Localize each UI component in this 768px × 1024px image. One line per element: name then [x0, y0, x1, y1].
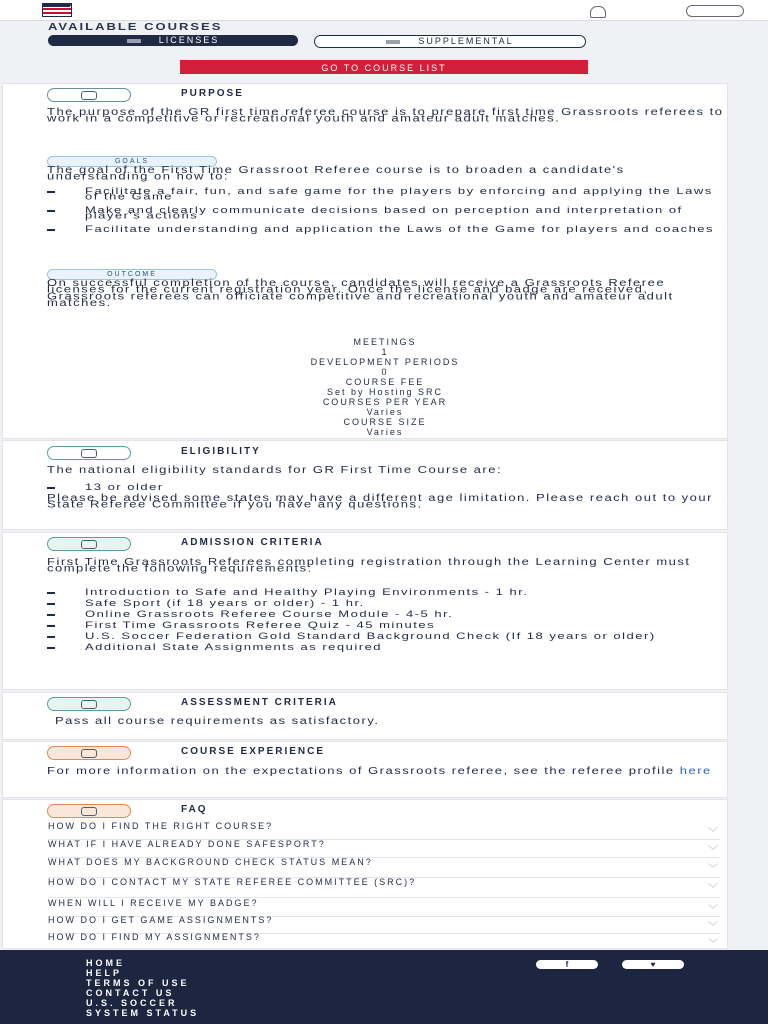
- faq-question: WHAT IF I HAVE ALREADY DONE SAFESPORT?: [48, 839, 326, 849]
- footer-link-system-status[interactable]: SYSTEM STATUS: [86, 1008, 200, 1018]
- footer-link-us-soccer[interactable]: U.S. SOCCER: [86, 998, 178, 1008]
- experience-title: COURSE EXPERIENCE: [181, 746, 326, 757]
- stat-label: COURSE SIZE: [343, 417, 427, 427]
- list-item: [47, 608, 727, 619]
- goals-badge: GOALS: [47, 156, 217, 167]
- faq-question: HOW DO I GET GAME ASSIGNMENTS?: [48, 915, 274, 925]
- goal-text: Facilitate a fair, fun, and safe game for the players by enforcing and applying the Laws of the Game: [85, 185, 713, 202]
- faq-question: HOW DO I CONTACT MY STATE REFEREE COMMITTEE (SRC)?: [48, 877, 417, 887]
- experience-text-content: For more information on the expectations of Grassroots referee, see the referee profile: [47, 764, 675, 776]
- tab-licenses-label: LICENSES: [158, 35, 220, 45]
- stat-value: 0: [381, 367, 389, 377]
- admission-item: Additional State Assignments as required: [85, 641, 383, 652]
- footer: [0, 950, 768, 1024]
- list-item: [47, 223, 727, 234]
- chevron-down-icon: ﹀: [708, 828, 720, 839]
- footer-link-terms[interactable]: TERMS OF USE: [86, 978, 190, 988]
- chevron-down-icon: ﹀: [708, 846, 720, 857]
- stat-label: COURSE FEE: [345, 377, 425, 387]
- admission-item: First Time Grassroots Referee Quiz - 45 minutes: [85, 619, 436, 630]
- chevron-down-icon: ﹀: [708, 905, 720, 916]
- experience-icon: [47, 746, 131, 760]
- footer-link-contact[interactable]: CONTACT US: [86, 988, 175, 998]
- goal-text: Make and clearly communicate decisions based on perception and interpretation of player's actions: [85, 204, 683, 221]
- purpose-card: [2, 83, 728, 439]
- stat-label: DEVELOPMENT PERIODS: [310, 357, 460, 367]
- chevron-down-icon: ﹀: [708, 922, 720, 933]
- tab-licenses[interactable]: [48, 35, 298, 46]
- purpose-text-content: The purpose of the GR first time referee course is to prepare first time Grassroots referees to work in a competitive or recreational youth and amateur adult matches.: [47, 105, 724, 124]
- assessment-card: [2, 692, 728, 740]
- eligibility-note-text: Please be advised some states may have a different age limitation. Please reach out to your State Referee Committee if you have any questions.: [47, 491, 713, 510]
- admission-intro-text: First Time Grassroots Referees completing registration through the Learning Center must complete the following requirements:: [47, 555, 691, 574]
- footer-link-home[interactable]: HOME: [86, 958, 125, 968]
- chevron-down-icon: ﹀: [708, 939, 720, 950]
- purpose-icon: [47, 88, 131, 102]
- faq-item[interactable]: [48, 932, 720, 950]
- faq-item[interactable]: [48, 877, 720, 898]
- chevron-down-icon: ﹀: [708, 884, 720, 895]
- assessment-icon: [47, 697, 131, 711]
- faq-question: WHAT DOES MY BACKGROUND CHECK STATUS MEAN?: [48, 857, 373, 867]
- stat-value: 1: [381, 347, 389, 357]
- footer-link-help[interactable]: HELP: [86, 968, 123, 978]
- question-icon: [47, 804, 131, 818]
- stat-value: Varies: [366, 407, 404, 417]
- admission-title: ADMISSION CRITERIA: [181, 537, 324, 548]
- assessment-text-content: Pass all course requirements as satisfactory.: [55, 714, 380, 726]
- outcome-text-content: On successful completion of the course, candidates will receive a Grassroots Referee licenses for the current registration year. Once the license and badge are received, Grassroots referees can officiate competitive and recreational youth and amateur adult matches.: [47, 276, 674, 309]
- outcome-badge: OUTCOME: [47, 269, 217, 280]
- clipboard-icon: [47, 537, 131, 551]
- faq-question: HOW DO I FIND MY ASSIGNMENTS?: [48, 932, 261, 942]
- stat-label: MEETINGS: [353, 337, 417, 347]
- faq-title: FAQ: [181, 804, 208, 815]
- eligibility-note: [47, 491, 727, 512]
- goals-intro-text: The goal of the First Time Grassroot Referee course is to broaden a candidate's understanding on how to:: [47, 163, 625, 182]
- stat-value: Set by Hosting SRC: [326, 387, 444, 397]
- assessment-title: ASSESSMENT CRITERIA: [181, 697, 338, 708]
- goals-list: [47, 185, 727, 237]
- referee-profile-link[interactable]: here: [679, 764, 712, 776]
- tab-supplemental-label: SUPPLEMENTAL: [418, 36, 514, 46]
- course-stats: [1, 337, 768, 437]
- top-bar: [0, 0, 768, 21]
- admission-card: [2, 532, 728, 690]
- facebook-icon[interactable]: f: [536, 960, 598, 969]
- bell-icon[interactable]: [590, 6, 606, 18]
- admission-intro: [47, 555, 727, 576]
- go-to-course-list-button[interactable]: GO TO COURSE LIST: [180, 60, 588, 74]
- chevron-down-icon: ﹀: [708, 864, 720, 875]
- twitter-icon[interactable]: ♥: [622, 960, 684, 969]
- outcome-text: [47, 276, 727, 315]
- list-item: [47, 597, 727, 608]
- list-item: [47, 204, 727, 223]
- eligibility-card: [2, 440, 728, 530]
- eligibility-intro: [47, 463, 727, 475]
- eligibility-title: ELIGIBILITY: [181, 446, 261, 457]
- list-item: [47, 185, 727, 204]
- user-avatar-icon[interactable]: [686, 5, 744, 17]
- admission-item: Introduction to Safe and Healthy Playing Environments - 1 hr.: [85, 586, 529, 597]
- stat-label: COURSES PER YEAR: [322, 397, 448, 407]
- experience-text: [47, 764, 727, 776]
- footer-links: [86, 958, 199, 1018]
- admission-item: U.S. Soccer Federation Gold Standard Background Check (If 18 years or older): [85, 630, 656, 641]
- admission-list: [47, 586, 727, 655]
- admission-item: Online Grassroots Referee Course Module - 4-5 hr.: [85, 608, 454, 619]
- goals-intro: [47, 163, 727, 184]
- admission-item: Safe Sport (if 18 years or older) - 1 hr.: [85, 597, 365, 608]
- stat-value: Varies: [366, 427, 404, 437]
- eligibility-intro-text: The national eligibility standards for GR First Time Course are:: [47, 463, 503, 475]
- check-circle-icon: [47, 446, 131, 460]
- licenses-tab-icon: [127, 39, 141, 43]
- eligibility-item: 13 or older: [85, 481, 164, 492]
- page-title: AVAILABLE COURSES: [48, 21, 223, 33]
- purpose-text: [47, 105, 727, 126]
- faq-question: WHEN WILL I RECEIVE MY BADGE?: [48, 898, 259, 908]
- list-item: [47, 630, 727, 641]
- supplemental-tab-icon: [386, 40, 400, 44]
- experience-card: [2, 741, 728, 798]
- faq-item[interactable]: [48, 857, 720, 878]
- logo-banner: [42, 3, 70, 7]
- faq-item[interactable]: [48, 821, 720, 840]
- purpose-title: PURPOSE: [181, 88, 244, 99]
- faq-item[interactable]: [48, 839, 720, 858]
- faq-question: HOW DO I FIND THE RIGHT COURSE?: [48, 821, 274, 831]
- tab-supplemental[interactable]: [314, 35, 586, 48]
- list-item: [47, 586, 727, 597]
- list-item: [47, 641, 727, 652]
- goal-text: Facilitate understanding and application the Laws of the Game for players and coaches: [85, 223, 715, 234]
- assessment-text: [55, 714, 735, 726]
- list-item: [47, 619, 727, 630]
